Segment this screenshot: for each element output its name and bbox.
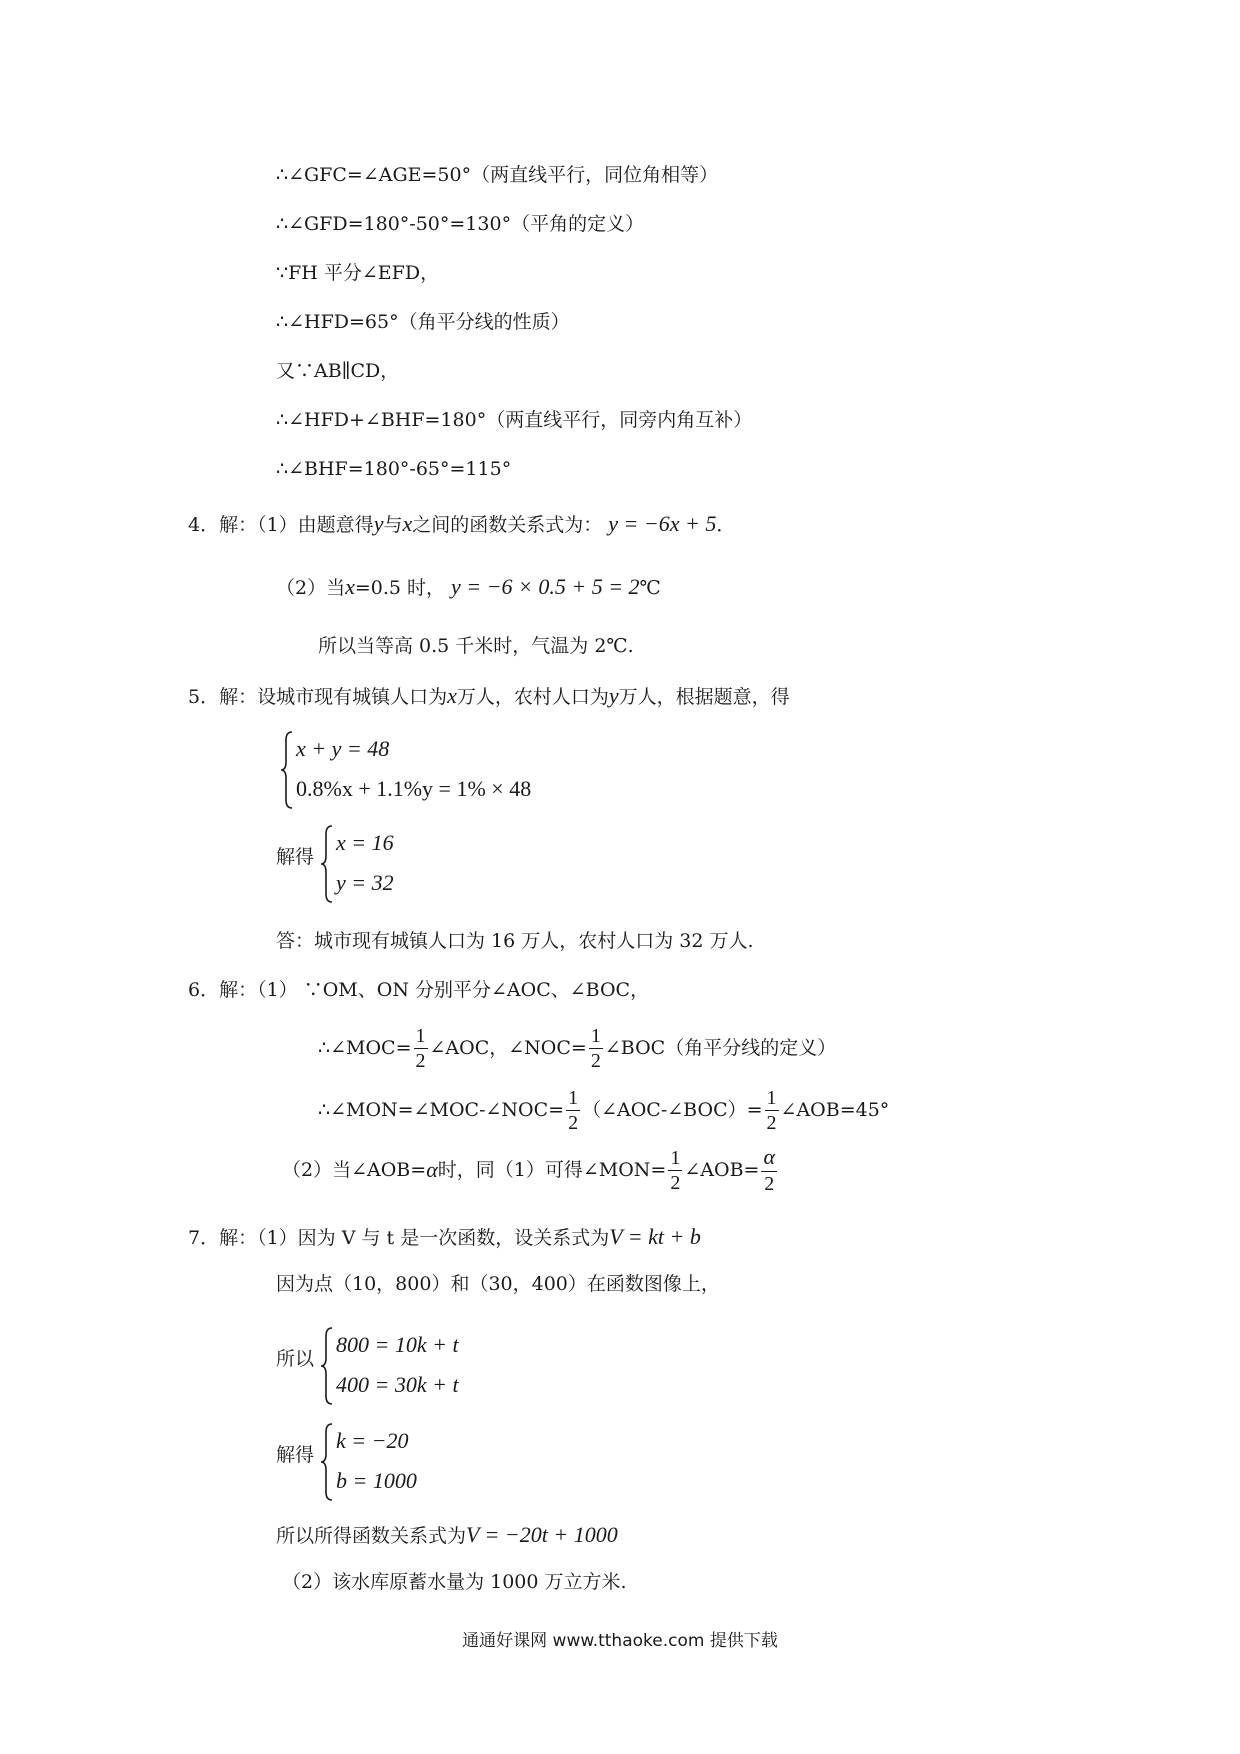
p3-line-3: ∵FH 平分∠EFD，: [276, 262, 440, 284]
p6-l2-a: ∴∠MOC=: [318, 1036, 412, 1059]
p6-l2-c: ∠BOC（角平分线的定义）: [604, 1036, 837, 1059]
fraction-one-half: $\frac{1}{2}$: [415, 1024, 426, 1072]
p3-line-7: ∴∠BHF=180°-65°=115°: [276, 458, 512, 480]
p5-answer: 答：城市现有城镇人口为 16 万人，农村人口为 32 万人.: [276, 930, 754, 952]
brace-icon: [320, 824, 334, 904]
p6-line-1: [188, 981, 649, 1000]
p3-line-5: 又∵AB∥CD，: [276, 360, 400, 382]
p7-number: 7．解：: [188, 1227, 258, 1249]
p6-line-2: [318, 1020, 836, 1076]
p3-line-1: ∴∠GFC=∠AGE=50°（两直线平行，同位角相等）: [276, 164, 719, 186]
fraction-alpha-half: $\frac{\alpha}{2}$: [763, 1144, 776, 1195]
p6-l2-b: ∠AOC，∠NOC=: [429, 1036, 587, 1059]
p7-line-1: [188, 1226, 701, 1248]
p4-line-3: 所以当等高 0.5 千米时，气温为 2℃.: [318, 635, 634, 657]
p6-l4-b: 时，同（1）可得∠MON=: [437, 1158, 667, 1181]
p5-l1-c: 万人，根据题意，得: [618, 686, 790, 708]
p6-l1: （1） ∵OM、ON 分别平分∠AOC、∠BOC，: [257, 979, 650, 1001]
p5-line-1: [188, 685, 790, 707]
p4-a-mid1: 与: [383, 514, 403, 536]
p7-sol1: k = −20: [336, 1428, 409, 1453]
p4-b-text: （2）当: [276, 577, 346, 599]
fraction-one-half: $\frac{1}{2}$: [766, 1086, 777, 1134]
p4-a-formula: y = −6x + 5: [608, 511, 717, 536]
brace-icon: [280, 730, 294, 810]
p4-b-unit: ℃: [639, 577, 661, 599]
fraction-one-half: $\frac{1}{2}$: [670, 1146, 681, 1194]
p5-sol2: y = 32: [336, 870, 394, 895]
brace-icon: [320, 1422, 334, 1502]
p3-line-4: ∴∠HFD=65°（角平分线的性质）: [276, 311, 570, 333]
p7-l3-formula: V = −20t + 1000: [466, 1522, 618, 1547]
p4-a-x: x: [402, 511, 413, 536]
p5-sol1: x = 16: [336, 830, 394, 855]
p4-line-2: [276, 576, 661, 598]
p5-solve-label: 解得: [276, 846, 315, 868]
p7-solution-system: [320, 1422, 520, 1502]
p6-number: 6．解：: [188, 979, 258, 1001]
p7-line-2: 因为点（10，800）和（30，400）在函数图像上，: [276, 1273, 720, 1295]
p7-eq1: 800 = 10k + t: [336, 1332, 459, 1357]
p4-a-y: y: [373, 511, 384, 536]
p6-l3-b: （∠AOC-∠BOC）=: [582, 1098, 763, 1121]
p7-eq2: 400 = 30k + t: [336, 1372, 459, 1397]
p5-l1-y: y: [608, 683, 619, 708]
p4-number: 4．解：: [188, 514, 258, 536]
p5-number: 5．解：: [188, 686, 258, 708]
fraction-one-half: $\frac{1}{2}$: [568, 1086, 579, 1134]
p5-solution-system: [320, 824, 520, 904]
p4-a-text: （1）由题意得: [257, 514, 374, 536]
brace-icon: [320, 1326, 334, 1406]
p6-l4-a: （2）当∠AOB=: [282, 1158, 427, 1181]
p3-line-6: ∴∠HFD+∠BHF=180°（两直线平行，同旁内角互补）: [276, 409, 753, 431]
p5-l1-x: x: [447, 683, 457, 708]
p5-l1-b: 万人，农村人口为: [456, 686, 609, 708]
p6-line-3: [318, 1082, 889, 1138]
p5-l1-a: 设城市现有城镇人口为: [257, 686, 448, 708]
p4-b-mid: =0.5 时，: [354, 577, 446, 599]
p7-line-4: （2）该水库原蓄水量为 1000 万立方米.: [282, 1571, 627, 1593]
p6-l3-c: ∠AOB=45°: [780, 1098, 890, 1121]
p7-l3-a: 所以所得函数关系式为: [276, 1525, 467, 1547]
p7-solve-label: 解得: [276, 1444, 315, 1466]
p7-so-label: 所以: [276, 1348, 315, 1370]
p5-eq1: x + y = 48: [296, 736, 390, 761]
p4-b-x: x: [345, 574, 355, 599]
p5-eq2: 0.8%x + 1.1%y = 1% × 48: [296, 776, 532, 801]
p3-line-2: ∴∠GFD=180°-50°=130°（平角的定义）: [276, 213, 645, 235]
page-footer: 通通好课网 www.tthaoke.com 提供下载: [462, 1631, 778, 1651]
p7-sol2: b = 1000: [336, 1468, 417, 1493]
p5-equation-system: [280, 730, 580, 810]
alpha-symbol: α: [426, 1157, 438, 1182]
p4-a-mid2: 之间的函数关系式为：: [412, 514, 603, 536]
p4-b-formula: y = −6 × 0.5 + 5 = 2: [451, 574, 640, 599]
p7-l1-formula: V = kt + b: [609, 1224, 701, 1249]
p7-equation-system: [320, 1326, 520, 1406]
fraction-one-half: $\frac{1}{2}$: [590, 1024, 601, 1072]
p6-line-4: [282, 1142, 779, 1198]
p7-l1-a: （1）因为 V 与 t 是一次函数，设关系式为: [257, 1227, 610, 1249]
p6-l4-c: ∠AOB=: [684, 1158, 760, 1181]
p6-l3-a: ∴∠MON=∠MOC-∠NOC=: [318, 1098, 565, 1121]
p4-line-1: [188, 513, 735, 535]
p7-line-3: [276, 1524, 618, 1546]
p4-a-end: ．: [716, 514, 736, 536]
